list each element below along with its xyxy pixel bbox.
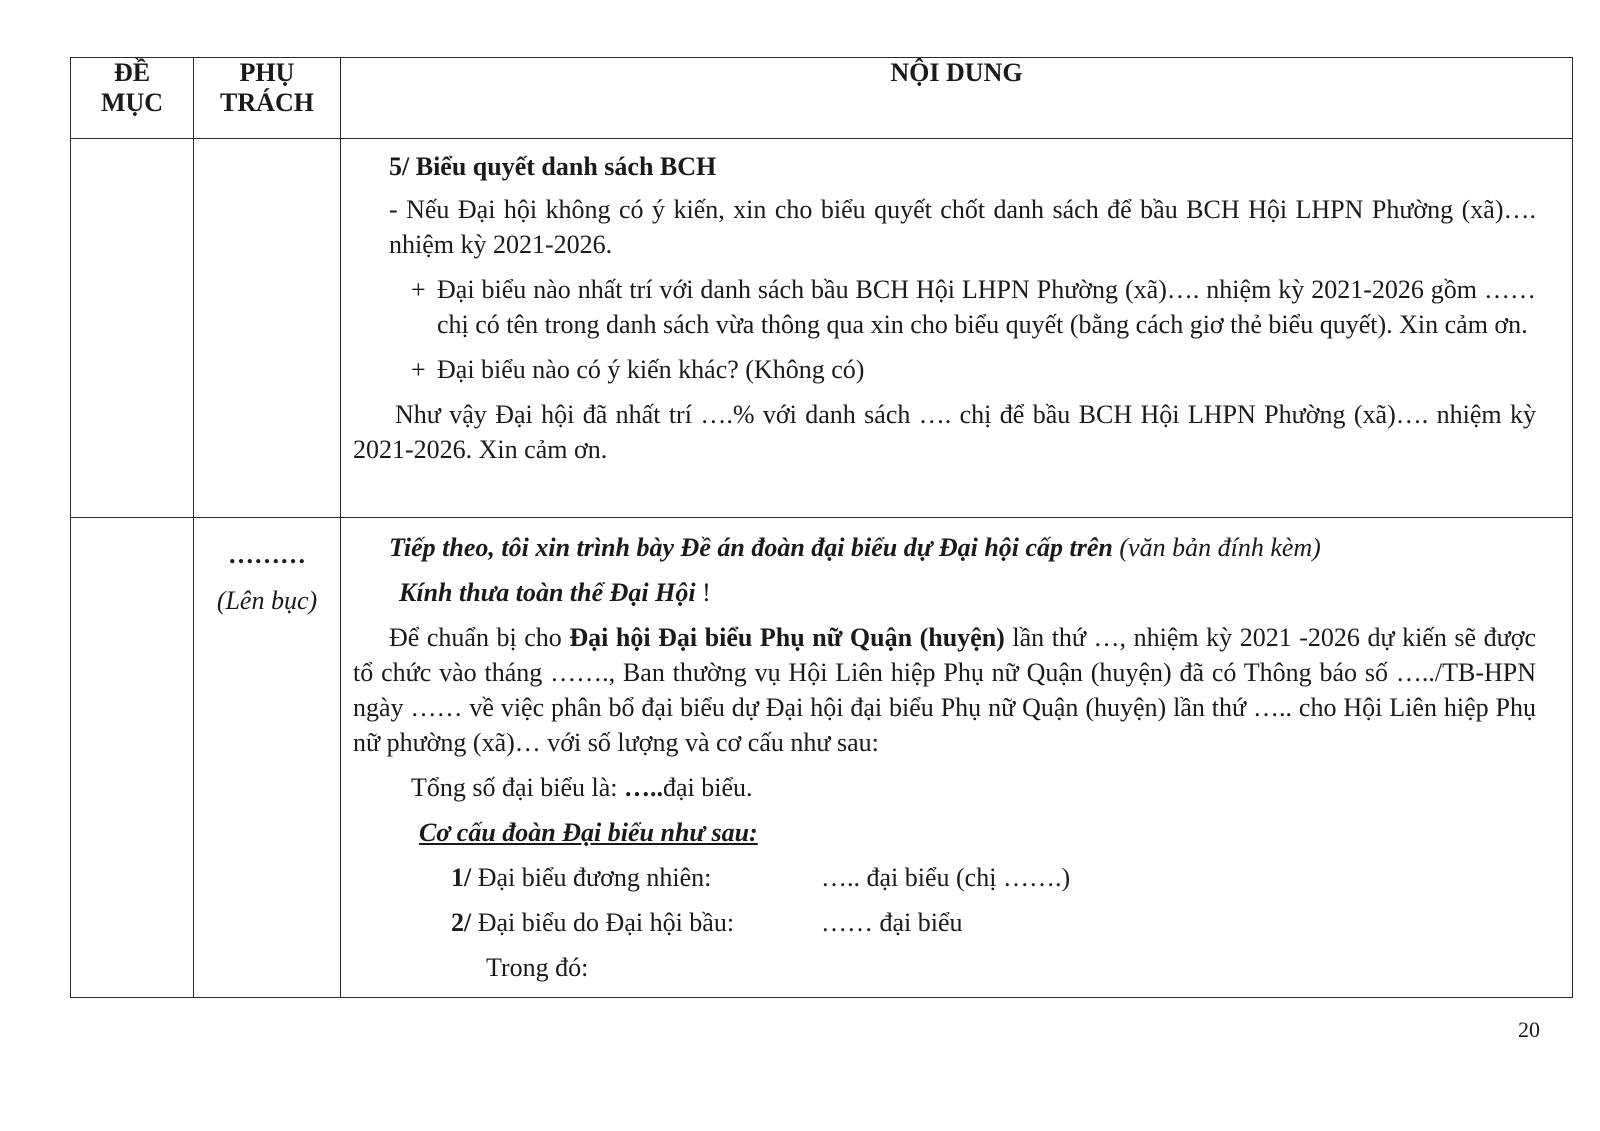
header-noi-dung-text: NỘI DUNG — [890, 58, 1023, 87]
total-line — [353, 770, 1536, 805]
para-part1: Để chuẩn bị cho — [389, 623, 570, 652]
plus-marker: + — [411, 355, 426, 384]
greeting-line — [353, 575, 1536, 610]
total-bold: ….. — [624, 773, 664, 802]
table-row — [71, 139, 1573, 518]
table-row — [71, 518, 1573, 998]
row2-muc-cell — [71, 518, 194, 998]
row1-content-cell — [341, 139, 1573, 518]
conclusion-paragraph: Như vậy Đại hội đã nhất trí ….% với danh sách …. chị để bầu BCH Hội LHPN Phường (xã)…. nhiệm kỳ 2021-2026. Xin cảm ơn. — [353, 400, 1536, 464]
header-phu-trach — [194, 58, 341, 139]
greeting-text: Kính thưa toàn thể Đại Hội — [399, 578, 696, 607]
plus-item-text: Đại biểu nào nhất trí với danh sách bầu BCH Hội LHPN Phường (xã)…. nhiệm kỳ 2021-2026 gồm …… chị có tên trong danh sách vừa thông qua xin cho biểu quyết (bằng cách giơ thẻ biểu quyết). Xin cảm ơn. — [437, 275, 1536, 339]
structure-item-value: ….. đại biểu (chị …….) — [821, 863, 1071, 892]
program-table — [70, 57, 1573, 998]
intro-italic: (văn bản đính kèm) — [1112, 533, 1321, 562]
table-header-row — [71, 58, 1573, 139]
section-title: 5/ Biểu quyết danh sách BCH — [389, 152, 717, 181]
responsible-dots: ……… — [228, 540, 306, 569]
structure-item-num: 1/ — [451, 863, 472, 892]
row1-phu-trach-cell — [194, 139, 341, 518]
header-muc-line2: MỤC — [100, 88, 164, 117]
structure-item — [353, 905, 1536, 940]
structure-item-label: Đại biểu do Đại hội bầu: — [471, 908, 735, 937]
para-part2: lần thứ …, nhiệm kỳ 2021 -2026 dự kiến sẽ được tổ chức vào tháng ……., Ban thường vụ Hội Liên hiệp Phụ nữ Quận (huyện) đã có Thông báo số …../TB-HPN ngày …… về việc phân bổ đại biểu dự Đại hội đại biểu Phụ nữ Quận (huyện) lần thứ ….. cho Hội Liên hiệp Phụ nữ phường (xã)… với số lượng và cơ cấu như sau: — [353, 623, 1536, 757]
plus-item — [353, 352, 1536, 387]
main-paragraph — [353, 620, 1536, 760]
header-phu-trach-line2: TRÁCH — [220, 88, 314, 117]
dash-paragraph: - Nếu Đại hội không có ý kiến, xin cho biểu quyết chốt danh sách để bầu BCH Hội LHPN Phường (xã)…. nhiệm kỳ 2021-2026. — [389, 195, 1536, 259]
header-muc-line1: ĐỀ — [113, 58, 151, 87]
header-phu-trach-line1: PHỤ — [239, 58, 295, 87]
intro-bold-italic: Tiếp theo, tôi xin trình bày Đề án đoàn đại biểu dự Đại hội cấp trên — [389, 533, 1113, 562]
page-number: 20 — [1518, 1017, 1540, 1042]
plus-item — [353, 272, 1536, 342]
structure-item-label: Đại biểu đương nhiên: — [471, 863, 712, 892]
plus-item-text: Đại biểu nào có ý kiến khác? (Không có) — [437, 355, 865, 384]
structure-item — [353, 860, 1536, 895]
para-bold: Đại hội Đại biểu Phụ nữ Quận (huyện) — [569, 623, 1005, 652]
structure-heading: Cơ cấu đoàn Đại biểu như sau: — [419, 818, 758, 847]
header-muc — [71, 58, 194, 139]
row2-phu-trach-cell — [194, 518, 341, 998]
total-label: Tổng số đại biểu là: — [411, 773, 625, 802]
responsible-note: (Lên bục) — [216, 586, 318, 615]
header-noi-dung — [341, 58, 1573, 139]
structure-item-label-wrap — [451, 905, 821, 940]
greeting-tail: ! — [695, 578, 711, 607]
plus-marker: + — [411, 275, 426, 304]
structure-item-label-wrap — [451, 860, 821, 895]
row1-muc-cell — [71, 139, 194, 518]
row2-content-cell — [341, 518, 1573, 998]
structure-item-value: …… đại biểu — [821, 908, 963, 937]
total-tail: đại biểu. — [663, 773, 753, 802]
intro-line — [353, 530, 1536, 565]
trong-do-line: Trong đó: — [486, 953, 589, 982]
structure-item-num: 2/ — [451, 908, 472, 937]
